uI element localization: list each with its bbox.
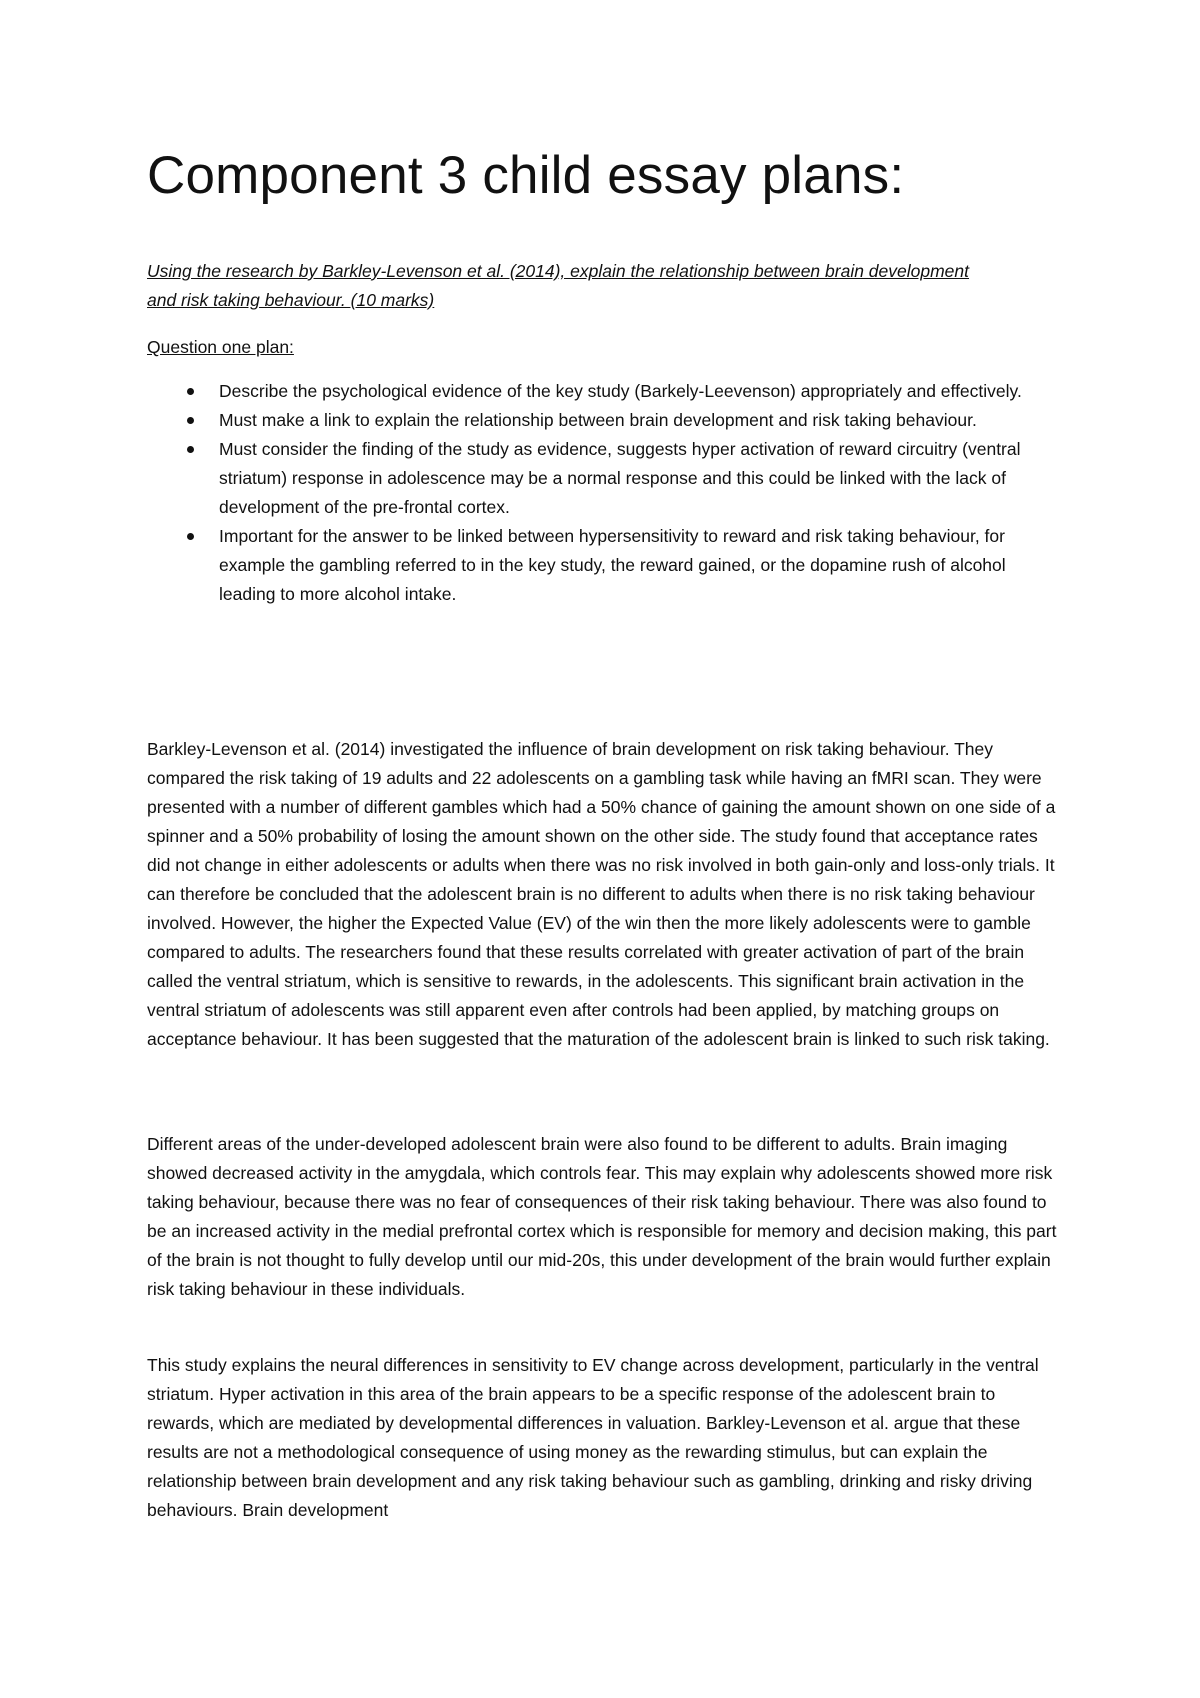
essay-paragraph: Different areas of the under-developed adolescent brain were also found to be different to adults. Brain imaging showed decreased activity in the amygdala, which controls fear. This may explain why adolescents showed more risk taking behaviour, because there was no fear of consequences of their risk taking behaviour. There was also found to be an increased activity in the medial prefrontal cortex which is responsible for memory and decision making, this part of the brain is not thought to fully develop until our mid-20s, this under development of the brain would further explain risk taking behaviour in these individuals. (147, 1134, 1057, 1299)
essay-question: Using the research by Barkley-Levenson et al. (2014), explain the relationship between brain development and risk taking behaviour. (10 marks) (147, 261, 970, 310)
essay-paragraph: This study explains the neural differences in sensitivity to EV change across development, particularly in the ventral striatum. Hyper activation in this area of the brain appears to be a specific response of the adolescent brain to rewards, which are mediated by developmental differences in valuation. Barkley-Levenson et al. argue that these results are not a methodological consequence of using money as the rewarding stimulus, but can explain the relationship between brain development and any risk taking behaviour such as gambling, drinking and risky driving behaviours. Brain development (147, 1355, 1039, 1520)
plan-bullet-item (147, 435, 1065, 522)
plan-bullet-text: Important for the answer to be linked between hypersensitivity to reward and risk taking behaviour, for example the gambling referred to in the key study, the reward gained, or the dopamine rush of alcohol leading to more alcohol intake. (219, 526, 1006, 604)
plan-bullet-item (147, 522, 1065, 609)
bullet-dot-icon (187, 388, 194, 395)
essay-paragraph: Barkley-Levenson et al. (2014) investigated the influence of brain development on risk taking behaviour. They compared the risk taking of 19 adults and 22 adolescents on a gambling task while having an fMRI scan. They were presented with a number of different gambles which had a 50% chance of gaining the amount shown on one side of a spinner and a 50% probability of losing the amount shown on the other side. The study found that acceptance rates did not change in either adolescents or adults when there was no risk involved in both gain-only and loss-only trials. It can therefore be concluded that the adolescent brain is no different to adults when there is no risk taking behaviour involved. However, the higher the Expected Value (EV) of the win then the more likely adolescents were to gamble compared to adults. The researchers found that these results correlated with greater activation of part of the brain called the ventral striatum, which is sensitive to rewards, in the adolescents. This significant brain activation in the ventral striatum of adolescents was still apparent even after controls had been applied, by matching groups on acceptance behaviour. It has been suggested that the maturation of the adolescent brain is linked to such risk taking. (147, 739, 1056, 1049)
document-title: Component 3 child essay plans: (147, 146, 905, 205)
plan-heading: Question one plan: (147, 337, 294, 357)
bullet-dot-icon (187, 417, 194, 424)
bullet-dot-icon (187, 446, 194, 453)
plan-bullet-text: Must make a link to explain the relationship between brain development and risk taking behaviour. (219, 410, 977, 430)
bullet-dot-icon (187, 533, 194, 540)
plan-bullet-text: Describe the psychological evidence of the key study (Barkely-Leevenson) appropriately and effectively. (219, 381, 1022, 401)
plan-bullet-item (147, 406, 1065, 435)
plan-bullet-item (147, 377, 1065, 406)
plan-bullet-text: Must consider the finding of the study as evidence, suggests hyper activation of reward circuitry (ventral striatum) response in adolescence may be a normal response and this could be linked with the lack of development of the pre-frontal cortex. (219, 439, 1021, 517)
plan-bullet-list (147, 377, 1065, 609)
